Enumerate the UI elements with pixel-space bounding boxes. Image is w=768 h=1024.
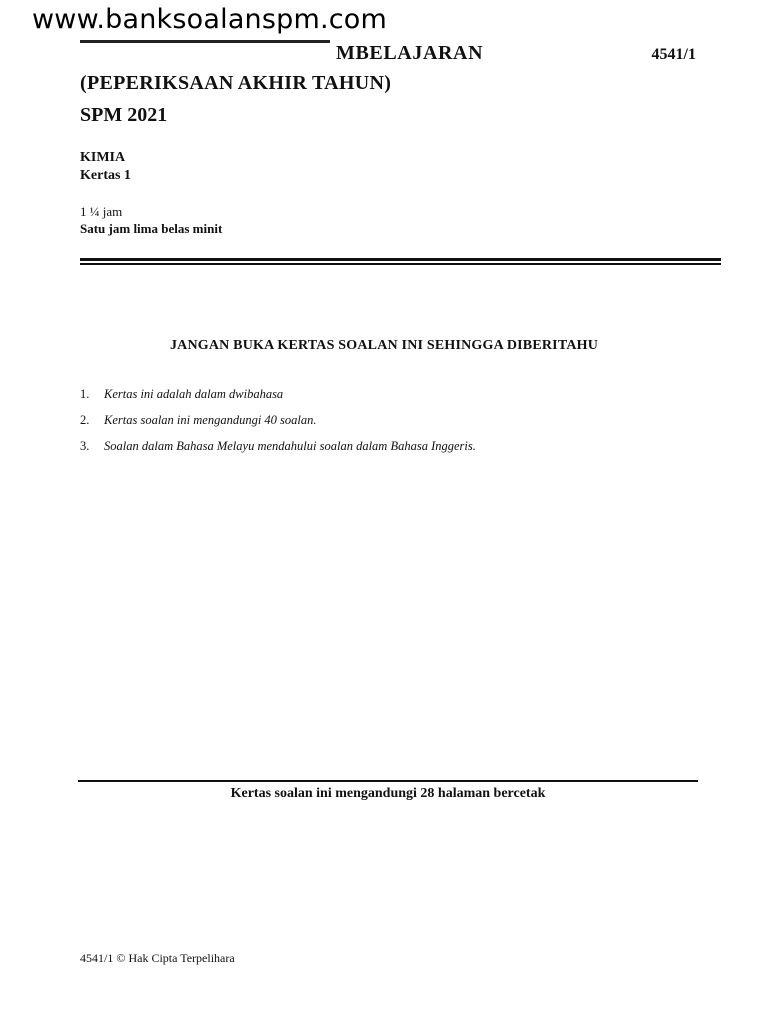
paper-code: 4541/1 bbox=[651, 46, 696, 63]
instruction-item bbox=[80, 413, 476, 439]
duration-words: Satu jam lima belas minit bbox=[80, 221, 223, 236]
instruction-number: 3. bbox=[80, 439, 90, 453]
page-count-note: Kertas soalan ini mengandungi 28 halaman bercetak bbox=[230, 786, 546, 801]
exam-year: SPM 2021 bbox=[80, 104, 168, 126]
duration: 1 ¼ jam bbox=[80, 204, 123, 219]
obscured-title-text bbox=[80, 40, 330, 49]
title-line-1-text: MBELAJARAN bbox=[336, 42, 484, 64]
title-line-2: (PEPERIKSAAN AKHIR TAHUN) bbox=[80, 72, 392, 94]
instruction-item bbox=[80, 439, 476, 465]
instruction-text: Soalan dalam Bahasa Melayu mendahului soalan dalam Bahasa Inggeris. bbox=[104, 439, 476, 453]
do-not-open-notice: JANGAN BUKA KERTAS SOALAN INI SEHINGGA DIBERITAHU bbox=[169, 338, 599, 353]
instruction-number: 1. bbox=[80, 387, 90, 401]
instruction-text: Kertas ini adalah dalam dwibahasa bbox=[104, 387, 284, 401]
subject: KIMIA bbox=[80, 150, 126, 165]
instructions-list bbox=[80, 387, 476, 465]
header-divider bbox=[80, 258, 721, 266]
paper-number: Kertas 1 bbox=[80, 168, 131, 183]
copyright-footer: 4541/1 © Hak Cipta Terpelihara bbox=[80, 951, 235, 965]
footer-divider bbox=[78, 780, 698, 782]
watermark-url: www.banksoalanspm.com bbox=[32, 4, 388, 35]
title-line-1 bbox=[80, 42, 483, 65]
instruction-text: Kertas soalan ini mengandungi 40 soalan. bbox=[104, 413, 317, 427]
instruction-number: 2. bbox=[80, 413, 90, 427]
instruction-item bbox=[80, 387, 476, 413]
